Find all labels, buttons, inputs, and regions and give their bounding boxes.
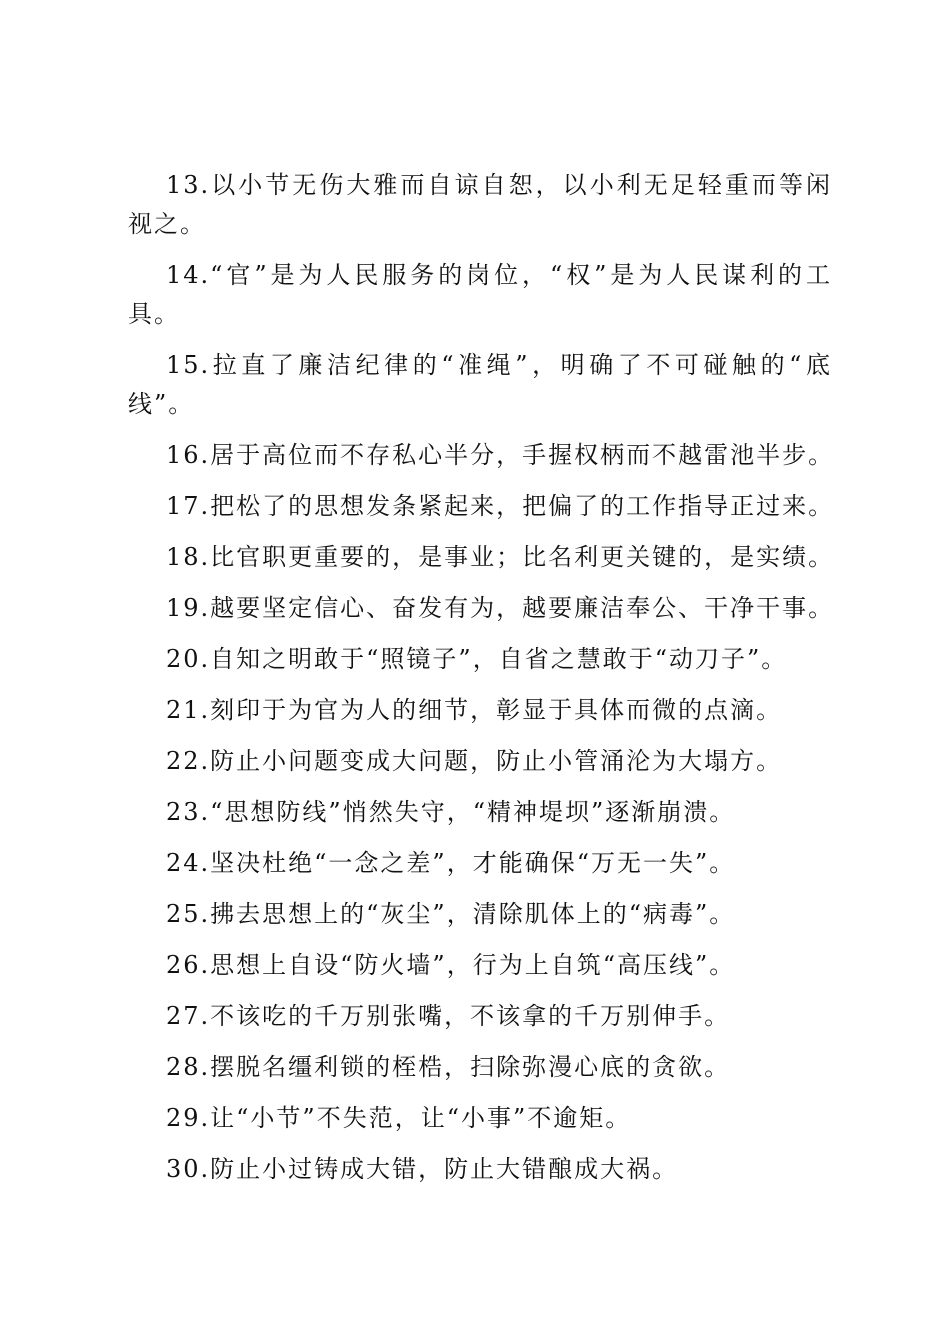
list-item-28: 28.摆脱名缰利锁的桎梏，扫除弥漫心底的贪欲。 xyxy=(166,1053,731,1081)
list-item-24: 24.坚决杜绝“一念之差”，才能确保“万无一失”。 xyxy=(166,849,736,877)
list-item-30: 30.防止小过铸成大错，防止大错酿成大祸。 xyxy=(166,1155,679,1183)
list-item-23: 23.“思想防线”悄然失守，“精神堤坝”逐渐崩溃。 xyxy=(166,798,736,826)
list-item-22: 22.防止小问题变成大问题，防止小管涌沦为大塌方。 xyxy=(166,747,783,775)
list-item-14: 14.“官”是为人民服务的岗位，“权”是为人民谋利的工具。 xyxy=(128,261,832,328)
list-item-13: 13.以小节无伤大雅而自谅自恕，以小利无足轻重而等闲视之。 xyxy=(128,171,832,238)
list-item-18: 18.比官职更重要的，是事业；比名利更关键的，是实绩。 xyxy=(166,543,835,571)
list-item-27: 27.不该吃的千万别张嘴，不该拿的千万别伸手。 xyxy=(166,1002,731,1030)
list-item-25: 25.拂去思想上的“灰尘”，清除肌体上的“病毒”。 xyxy=(166,900,736,928)
list-item-16: 16.居于高位而不存私心半分，手握权柄而不越雷池半步。 xyxy=(166,441,835,469)
list-item-29: 29.让“小节”不失范，让“小事”不逾矩。 xyxy=(166,1104,632,1132)
list-item-19: 19.越要坚定信心、奋发有为，越要廉洁奉公、干净干事。 xyxy=(166,594,835,622)
list-item-20: 20.自知之明敢于“照镜子”，自省之慧敢于“动刀子”。 xyxy=(166,645,788,673)
list-item-17: 17.把松了的思想发条紧起来，把偏了的工作指导正过来。 xyxy=(166,492,835,520)
list-item-26: 26.思想上自设“防火墙”，行为上自筑“高压线”。 xyxy=(166,951,736,979)
document-body xyxy=(128,166,835,1201)
list-item-15: 15.拉直了廉洁纪律的“准绳”，明确了不可碰触的“底线”。 xyxy=(128,351,832,418)
list-item-21: 21.刻印于为官为人的细节，彰显于具体而微的点滴。 xyxy=(166,696,783,724)
